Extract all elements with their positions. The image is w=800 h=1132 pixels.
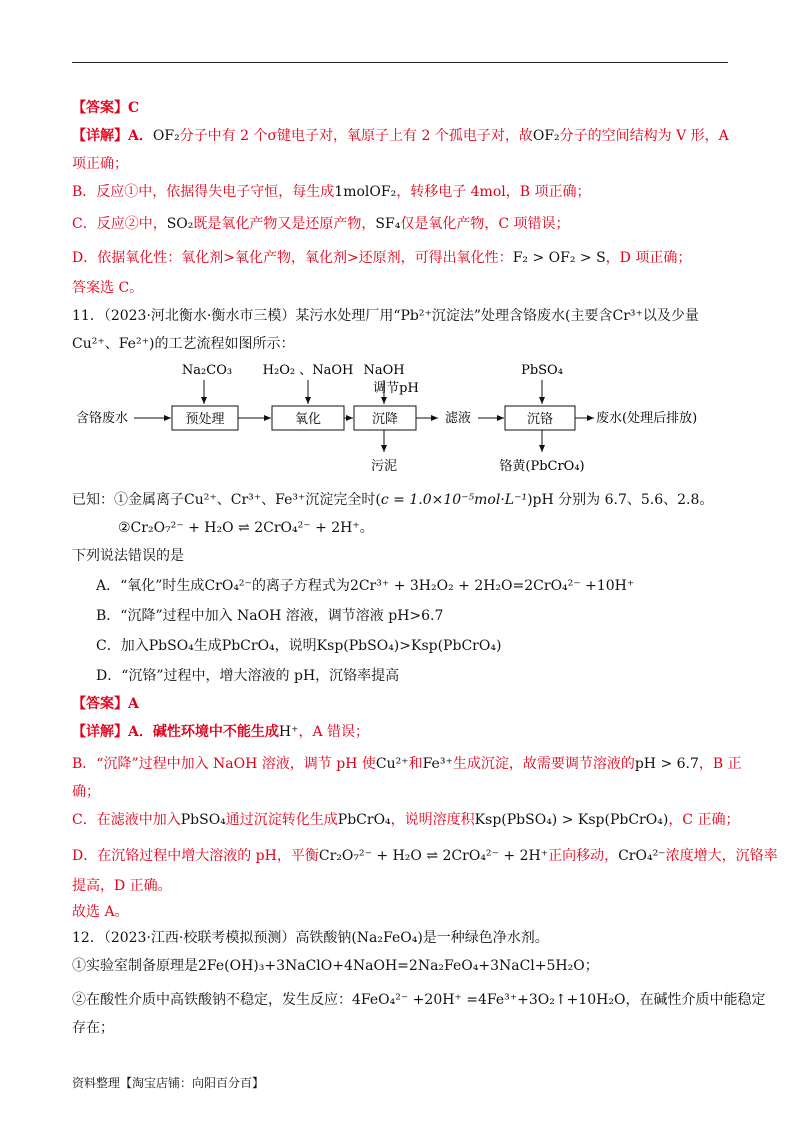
q11-option-c: C．加入PbSO₄生成PbCrO₄，说明Ksp(PbSO₄)>Ksp(PbCrO₄): [96, 638, 502, 654]
detail1-line6: 答案选 C。: [72, 280, 144, 296]
q11-option-b: B．“沉降”过程中加入 NaOH 溶液，调节溶液 pH>6.7: [96, 608, 444, 624]
q11-option-a: A．“氧化”时生成CrO₄²⁻的离子方程式为2Cr³⁺ + 3H₂O₂ + 2H₂O=2CrO₄²⁻ +10H⁺: [96, 578, 635, 594]
flow-filtrate: 滤液: [444, 411, 472, 426]
detail2-line3: 确；: [72, 784, 100, 800]
detail2-line4: C．在滤液中加入PbSO₄通过沉淀转化生成PbCrO₄，说明溶度积Ksp(PbSO₄) > Ksp(PbCrO₄)，C 正确；: [72, 812, 740, 828]
detail2-line5: D．在沉铬过程中增大溶液的 pH，平衡Cr₂O₇²⁻ + H₂O ⇌ 2CrO₄²⁻ + 2H⁺正向移动，CrO₄²⁻浓度增大，沉铬率: [72, 848, 778, 864]
svg-text:预处理: 预处理: [185, 412, 225, 427]
q12-line1: 12．（2023·江西·校联考模拟预测）高铁酸钠(Na₂FeO₄)是一种绿色净水剂。: [72, 930, 549, 946]
q11-known1: 已知：①金属离子Cu²⁺、Cr³⁺、Fe³⁺沉淀完全时(c = 1.0×10⁻⁵mol·L⁻¹)pH 分别为 6.7、5.6、2.8。: [72, 492, 714, 508]
process-flowchart: [72, 360, 728, 480]
detail1-line2: 项正确；: [72, 156, 128, 172]
detail1-line4: C．反应②中，SO₂既是氧化产物又是还原产物，SF₄仅是氧化产物，C 项错误；: [72, 216, 570, 232]
answer-1: 【答案】C: [72, 100, 140, 116]
q12-line4: 存在；: [72, 1020, 114, 1036]
answer-2: 【答案】A: [72, 696, 139, 712]
footer-source: 资料整理【淘宝店铺：向阳百分百】: [72, 1076, 265, 1090]
detail1-line5: D．依据氧化性：氧化剂>氧化产物，氧化剂>还原剂，可得出氧化性：F₂ > OF₂ > S，D 项正确；: [72, 250, 692, 266]
reagent-adjust-ph: 调节pH: [373, 381, 419, 396]
q11-line1: 11．（2023·河北衡水·衡水市三模）某污水处理厂用“Pb²⁺沉淀法”处理含铬废水(主要含Cr³⁺以及少量: [72, 308, 699, 324]
q11-line2: Cu²⁺、Fe²⁺)的工艺流程如图所示：: [72, 336, 295, 352]
q11-option-d: D．“沉铬”过程中，增大溶液的 pH，沉铬率提高: [96, 668, 400, 684]
q11-known2: ②Cr₂O₇²⁻ + H₂O ⇌ 2CrO₄²⁻ + 2H⁺。: [118, 520, 374, 536]
reagent-na2co3: Na₂CO₃: [181, 363, 233, 378]
detail2-line7: 故选 A。: [72, 904, 129, 920]
q12-line2: ①实验室制备原理是2Fe(OH)₃+3NaClO+4NaOH=2Na₂FeO₄+3NaCl+5H₂O；: [72, 958, 599, 974]
detail2-line1: 【详解】A．碱性环境中不能生成H⁺，A 错误；: [72, 724, 370, 740]
reagent-naoh: NaOH: [363, 363, 405, 378]
detail2-line2: B．“沉降”过程中加入 NaOH 溶液，调节 pH 使Cu²⁺和Fe³⁺生成沉淀，故需要调节溶液的pH > 6.7，B 正: [72, 756, 742, 772]
svg-text:沉降: 沉降: [371, 412, 399, 427]
reagent-h2o2-naoh: H₂O₂ 、NaOH: [262, 363, 354, 378]
flow-input: 含铬废水: [75, 411, 129, 426]
flow-chrome-yellow: 铬黄(PbCrO₄): [499, 459, 585, 474]
flow-output: 废水(处理后排放): [596, 411, 698, 426]
q11-prompt: 下列说法错误的是: [72, 548, 184, 564]
flow-sludge: 污泥: [370, 459, 398, 474]
svg-text:氧化: 氧化: [294, 412, 322, 427]
svg-text:沉铬: 沉铬: [526, 412, 554, 427]
reagent-pbso4: PbSO₄: [521, 363, 563, 378]
header-rule: [72, 62, 728, 63]
detail1-line3: B．反应①中，依据得失电子守恒，每生成1molOF₂，转移电子 4mol，B 项正确；: [72, 184, 591, 200]
q12-line3: ②在酸性介质中高铁酸钠不稳定，发生反应：4FeO₄²⁻ +20H⁺ =4Fe³⁺+3O₂↑+10H₂O，在碱性介质中能稳定: [72, 992, 766, 1008]
detail2-line6: 提高，D 正确。: [72, 878, 172, 894]
detail1-line1: 【详解】A．OF₂分子中有 2 个σ键电子对，氧原子上有 2 个孤电子对，故OF₂分子的空间结构为 V 形，A: [72, 128, 729, 144]
